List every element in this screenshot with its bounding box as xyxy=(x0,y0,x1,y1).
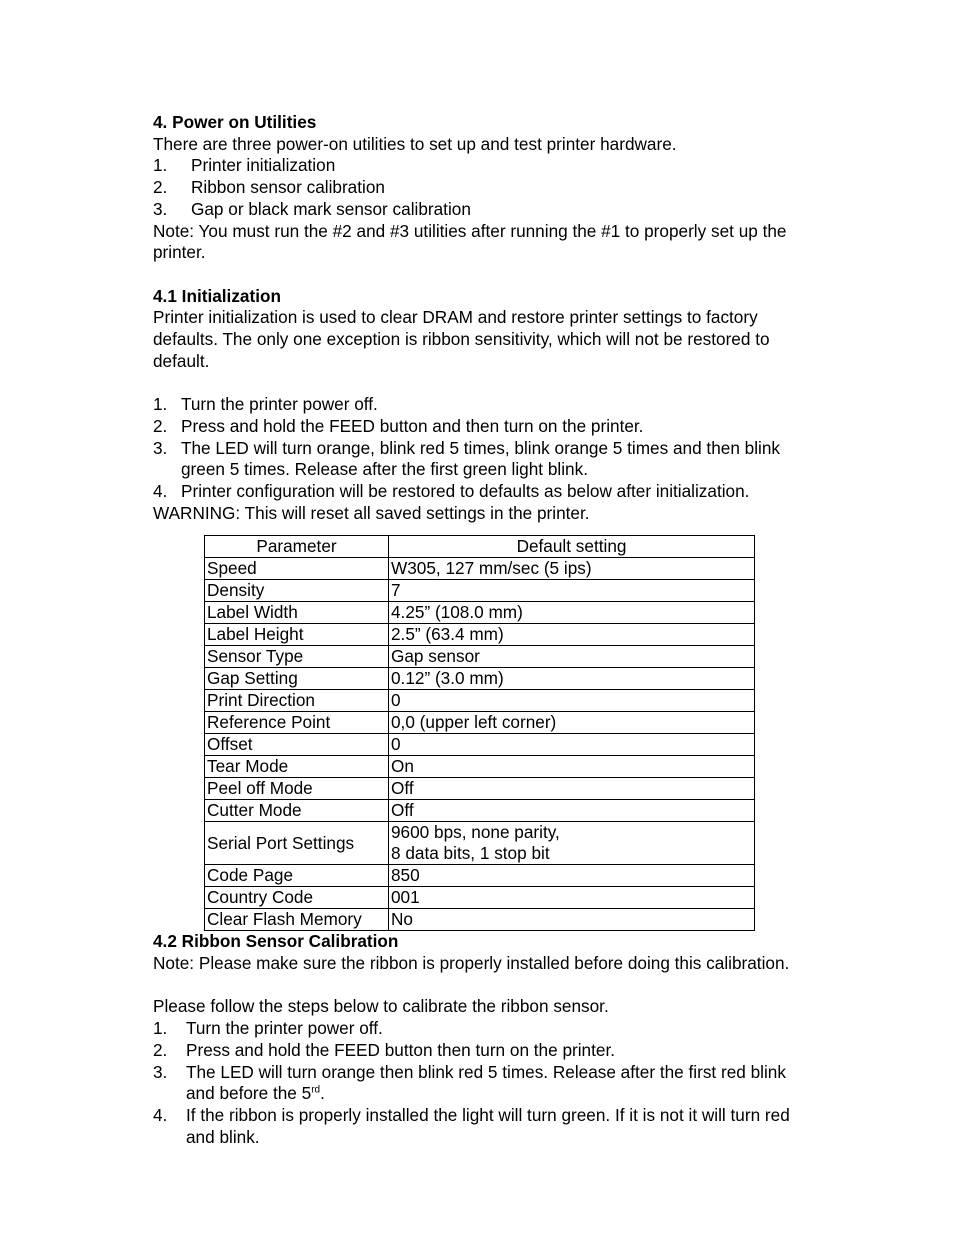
section-4-1-title: 4.1 Initialization xyxy=(153,285,281,306)
table-header-row xyxy=(205,536,755,558)
list-text: Ribbon sensor calibration xyxy=(191,177,385,198)
param-name: Speed xyxy=(205,558,389,580)
param-value: Off xyxy=(389,778,755,800)
step-text: The LED will turn orange, blink red 5 times, blink orange 5 times and then blink green 5 times. Release after the first green light blink. xyxy=(181,437,781,480)
param-value: Off xyxy=(389,800,755,822)
table-row xyxy=(205,690,755,712)
section-4-intro: There are three power-on utilities to set up and test printer hardware. xyxy=(153,133,677,154)
param-value: 0 xyxy=(389,734,755,756)
param-value: 7 xyxy=(389,580,755,602)
step-number: 2. xyxy=(153,1039,168,1060)
list-number: 1. xyxy=(153,155,168,176)
param-name: Label Width xyxy=(205,602,389,624)
param-value-line: 9600 bps, none parity, xyxy=(391,822,560,843)
param-name: Clear Flash Memory xyxy=(205,909,389,931)
table-row xyxy=(205,624,755,646)
section-4-title: 4. Power on Utilities xyxy=(153,112,317,132)
table-row xyxy=(205,778,755,800)
param-value: 0.12” (3.0 mm) xyxy=(389,668,755,690)
step-number: 2. xyxy=(153,415,168,436)
table-row xyxy=(205,558,755,580)
section-4-1-intro: Printer initialization is used to clear DRAM and restore printer settings to factory defaults. The only one exception is ribbon sensitivity, which will not be restored to default. xyxy=(153,307,770,371)
step-number: 4. xyxy=(153,1104,168,1125)
section-4-2-intro: Please follow the steps below to calibrate the ribbon sensor. xyxy=(153,996,609,1017)
param-name: Tear Mode xyxy=(205,756,389,778)
step-text-tail: . xyxy=(320,1083,325,1104)
step-item xyxy=(153,394,813,416)
step-text: Printer configuration will be restored to defaults as below after initialization. xyxy=(181,480,750,501)
table-row xyxy=(205,822,755,865)
param-name: Serial Port Settings xyxy=(205,822,389,865)
ordinal-suffix: rd xyxy=(311,1084,321,1096)
section-4-2-note: Note: Please make sure the ribbon is properly installed before doing this calibration. xyxy=(153,953,790,974)
list-item xyxy=(153,199,813,221)
step-text: Press and hold the FEED button then turn on the printer. xyxy=(186,1039,615,1060)
table-header-cell: Default setting xyxy=(389,536,755,558)
param-value-line: 8 data bits, 1 stop bit xyxy=(391,843,550,864)
param-value: 0 xyxy=(389,690,755,712)
table-row xyxy=(205,668,755,690)
list-text: Gap or black mark sensor calibration xyxy=(191,198,471,219)
param-name: Offset xyxy=(205,734,389,756)
param-name: Gap Setting xyxy=(205,668,389,690)
param-name: Peel off Mode xyxy=(205,778,389,800)
step-number: 1. xyxy=(153,394,168,415)
list-item xyxy=(153,155,813,177)
step-number: 3. xyxy=(153,1061,168,1082)
table-row xyxy=(205,646,755,668)
table-row xyxy=(205,734,755,756)
step-text: The LED will turn orange then blink red 5 times. Release after the first red blink and before the 5 xyxy=(186,1061,786,1104)
list-item xyxy=(153,177,813,199)
param-value: W305, 127 mm/sec (5 ips) xyxy=(389,558,755,580)
table-row xyxy=(205,865,755,887)
table-row xyxy=(205,712,755,734)
list-text: Printer initialization xyxy=(191,155,336,176)
step-item xyxy=(153,481,813,503)
param-value: 2.5” (63.4 mm) xyxy=(389,624,755,646)
table-row xyxy=(205,602,755,624)
warning-text: WARNING: This will reset all saved settings in the printer. xyxy=(153,502,590,523)
param-name: Code Page xyxy=(205,865,389,887)
step-item xyxy=(153,416,813,438)
param-value: 0,0 (upper left corner) xyxy=(389,712,755,734)
document-page xyxy=(153,112,813,1148)
table-row xyxy=(205,580,755,602)
list-number: 3. xyxy=(153,198,168,219)
param-value: 4.25” (108.0 mm) xyxy=(389,602,755,624)
table-row xyxy=(205,887,755,909)
step-item xyxy=(153,1105,813,1148)
param-value: On xyxy=(389,756,755,778)
step-text: Turn the printer power off. xyxy=(186,1018,383,1039)
param-name: Density xyxy=(205,580,389,602)
param-value: No xyxy=(389,909,755,931)
param-value: 850 xyxy=(389,865,755,887)
section-4-2-title: 4.2 Ribbon Sensor Calibration xyxy=(153,931,399,952)
step-item xyxy=(153,1040,813,1062)
step-number: 1. xyxy=(153,1018,168,1039)
step-number: 4. xyxy=(153,480,168,501)
step-text: Turn the printer power off. xyxy=(181,394,378,415)
param-name: Reference Point xyxy=(205,712,389,734)
param-value: Gap sensor xyxy=(389,646,755,668)
table-header-cell: Parameter xyxy=(205,536,389,558)
param-value xyxy=(389,822,755,865)
param-name: Print Direction xyxy=(205,690,389,712)
table-row xyxy=(205,756,755,778)
param-name: Sensor Type xyxy=(205,646,389,668)
param-name: Cutter Mode xyxy=(205,800,389,822)
step-item xyxy=(153,1062,813,1105)
step-item xyxy=(153,438,813,481)
section-4-note: Note: You must run the #2 and #3 utilities after running the #1 to properly set up the printer. xyxy=(153,220,787,263)
table-row xyxy=(205,800,755,822)
step-item xyxy=(153,1018,813,1040)
param-name: Country Code xyxy=(205,887,389,909)
param-value: 001 xyxy=(389,887,755,909)
step-text: Press and hold the FEED button and then turn on the printer. xyxy=(181,415,644,436)
table-row xyxy=(205,909,755,931)
list-number: 2. xyxy=(153,177,168,198)
step-number: 3. xyxy=(153,437,168,458)
step-text: If the ribbon is properly installed the light will turn green. If it is not it will turn red and blink. xyxy=(186,1104,790,1147)
param-name: Label Height xyxy=(205,624,389,646)
default-settings-table xyxy=(204,535,755,931)
